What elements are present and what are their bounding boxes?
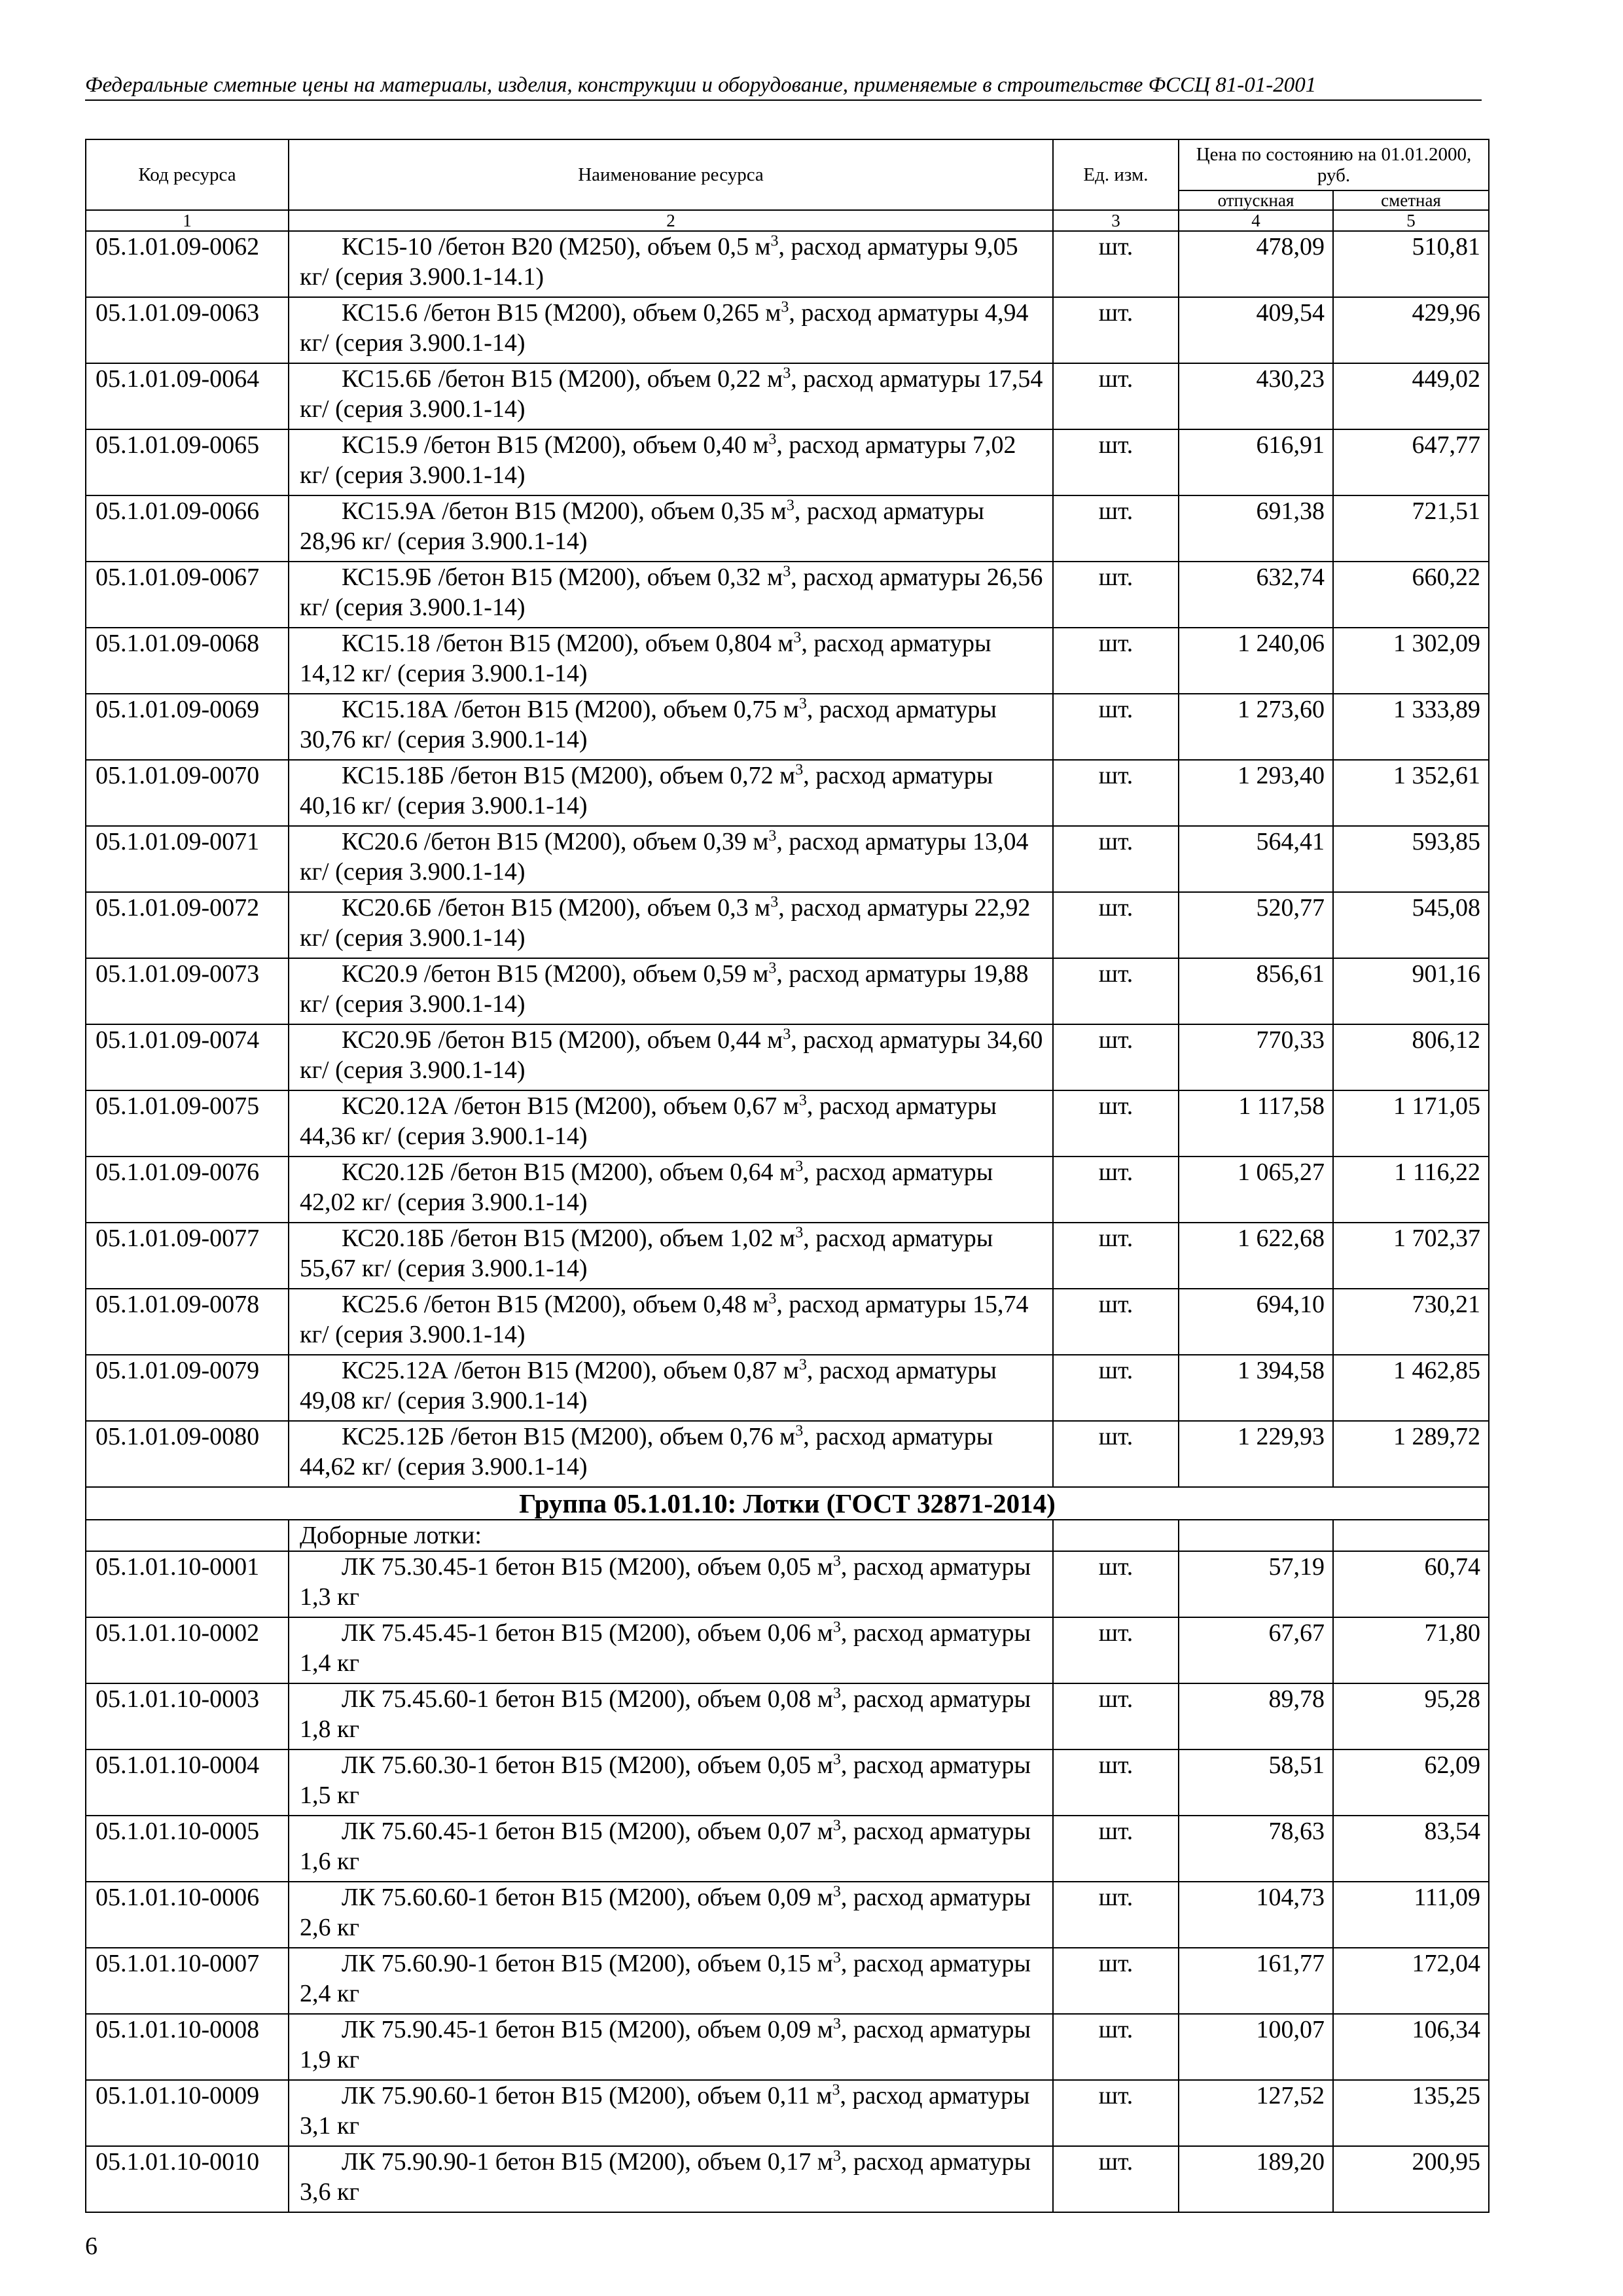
resource-code: 05.1.01.10-0006 [86, 1882, 289, 1948]
resource-name [289, 2146, 1053, 2212]
name-part: , расход арматуры 4,94 кг/ (серия 3.900.1-14) [300, 299, 1029, 357]
running-header: Федеральные сметные цены на материалы, изделия, конструкции и оборудование, применяемые в строительстве ФССЦ 81-01-2001 [85, 71, 1482, 101]
name-part: , расход арматуры 42,02 кг/ (серия 3.900.1-14) [300, 1158, 993, 1216]
name-part: КС25.12Б /бетон В15 (М200), объем 0,76 м [342, 1423, 796, 1450]
resource-name [289, 1749, 1053, 1816]
resource-code: 05.1.01.09-0080 [86, 1421, 289, 1487]
superscript: 3 [770, 232, 779, 250]
name-part: , расход арматуры 1,9 кг [300, 2016, 1031, 2073]
unit: шт. [1053, 231, 1179, 297]
unit: шт. [1053, 1683, 1179, 1749]
name-part: , расход арматуры 1,8 кг [300, 1685, 1031, 1743]
name-part: КС15-10 /бетон В20 (М250), объем 0,5 м [342, 233, 771, 260]
resource-name [289, 1289, 1053, 1355]
resource-name [289, 1024, 1053, 1090]
release-price: 430,23 [1179, 363, 1333, 429]
superscript: 3 [832, 2015, 841, 2033]
release-price: 1 117,58 [1179, 1090, 1333, 1157]
resource-code: 05.1.01.09-0076 [86, 1157, 289, 1223]
release-price: 189,20 [1179, 2146, 1333, 2212]
subgroup-title: Доборные лотки: [289, 1520, 1053, 1551]
unit: шт. [1053, 1551, 1179, 1617]
release-price: 89,78 [1179, 1683, 1333, 1749]
release-price: 161,77 [1179, 1948, 1333, 2014]
estimate-price: 593,85 [1333, 826, 1489, 892]
table-row [86, 1289, 1489, 1355]
unit: шт. [1053, 562, 1179, 628]
superscript: 3 [795, 1158, 804, 1175]
resource-code: 05.1.01.10-0001 [86, 1551, 289, 1617]
table-row [86, 231, 1489, 297]
name-part: КС20.9Б /бетон В15 (М200), объем 0,44 м [342, 1026, 783, 1054]
resource-name [289, 1157, 1053, 1223]
col-header-unit: Ед. изм. [1053, 139, 1179, 210]
unit: шт. [1053, 2014, 1179, 2080]
name-part: , расход арматуры 9,05 кг/ (серия 3.900.1-14.1) [300, 233, 1018, 291]
unit: шт. [1053, 495, 1179, 562]
resource-code: 05.1.01.09-0067 [86, 562, 289, 628]
superscript: 3 [781, 298, 789, 316]
unit: шт. [1053, 2146, 1179, 2212]
superscript: 3 [795, 1224, 804, 1242]
release-price: 58,51 [1179, 1749, 1333, 1816]
name-part: ЛК 75.60.60-1 бетон В15 (М200), объем 0,09 м [342, 1884, 833, 1911]
resource-code: 05.1.01.09-0078 [86, 1289, 289, 1355]
resource-code: 05.1.01.09-0071 [86, 826, 289, 892]
name-part: , расход арматуры 1,5 кг [300, 1751, 1031, 1809]
resource-code: 05.1.01.10-0008 [86, 2014, 289, 2080]
subgroup-estimate-cell [1333, 1520, 1489, 1551]
superscript: 3 [783, 563, 791, 581]
name-part: КС20.9 /бетон В15 (М200), объем 0,59 м [342, 960, 769, 988]
release-price: 632,74 [1179, 562, 1333, 628]
name-part: , расход арматуры 1,4 кг [300, 1619, 1031, 1677]
estimate-price: 429,96 [1333, 297, 1489, 363]
resource-code: 05.1.01.09-0068 [86, 628, 289, 694]
estimate-price: 1 302,09 [1333, 628, 1489, 694]
group-title: Группа 05.1.01.10: Лотки (ГОСТ 32871-2014) [86, 1487, 1489, 1520]
resource-code: 05.1.01.10-0002 [86, 1617, 289, 1683]
estimate-price: 60,74 [1333, 1551, 1489, 1617]
resource-name [289, 2014, 1053, 2080]
resource-name [289, 1090, 1053, 1157]
estimate-price: 1 289,72 [1333, 1421, 1489, 1487]
estimate-price: 730,21 [1333, 1289, 1489, 1355]
name-part: ЛК 75.60.30-1 бетон В15 (М200), объем 0,05 м [342, 1751, 833, 1779]
table-row [86, 2146, 1489, 2212]
unit: шт. [1053, 297, 1179, 363]
resource-name [289, 760, 1053, 826]
group-10-header [86, 1487, 1489, 1551]
name-part: , расход арматуры 26,56 кг/ (серия 3.900.1-14) [300, 564, 1043, 621]
unit: шт. [1053, 1223, 1179, 1289]
name-part: КС25.6 /бетон В15 (М200), объем 0,48 м [342, 1291, 769, 1318]
name-part: , расход арматуры 1,3 кг [300, 1553, 1031, 1611]
release-price: 1 273,60 [1179, 694, 1333, 760]
unit: шт. [1053, 429, 1179, 495]
superscript: 3 [768, 431, 777, 448]
unit: шт. [1053, 1024, 1179, 1090]
subgroup-unit-cell [1053, 1520, 1179, 1551]
resource-code: 05.1.01.09-0064 [86, 363, 289, 429]
name-part: , расход арматуры 22,92 кг/ (серия 3.900.1-14) [300, 894, 1031, 952]
estimate-price: 83,54 [1333, 1816, 1489, 1882]
estimate-price: 1 352,61 [1333, 760, 1489, 826]
resource-name [289, 231, 1053, 297]
estimate-price: 647,77 [1333, 429, 1489, 495]
release-price: 1 065,27 [1179, 1157, 1333, 1223]
table-row [86, 1551, 1489, 1617]
table-row [86, 1948, 1489, 2014]
name-part: КС15.9А /бетон В15 (М200), объем 0,35 м [342, 497, 787, 525]
resource-name [289, 495, 1053, 562]
table-row [86, 1816, 1489, 1882]
resource-name [289, 297, 1053, 363]
table-row [86, 628, 1489, 694]
superscript: 3 [832, 1817, 841, 1835]
unit: шт. [1053, 892, 1179, 958]
resource-code: 05.1.01.09-0074 [86, 1024, 289, 1090]
col-header-release: отпускная [1179, 190, 1333, 210]
unit: шт. [1053, 1355, 1179, 1421]
unit: шт. [1053, 826, 1179, 892]
resource-name [289, 429, 1053, 495]
resource-code: 05.1.01.09-0075 [86, 1090, 289, 1157]
name-part: , расход арматуры 44,36 кг/ (серия 3.900.1-14) [300, 1092, 997, 1150]
table-row [86, 1223, 1489, 1289]
resource-name [289, 1816, 1053, 1882]
name-part: , расход арматуры 55,67 кг/ (серия 3.900.1-14) [300, 1225, 993, 1282]
resource-name [289, 1882, 1053, 1948]
release-price: 1 622,68 [1179, 1223, 1333, 1289]
name-part: КС15.6Б /бетон В15 (М200), объем 0,22 м [342, 365, 783, 393]
estimate-price: 62,09 [1333, 1749, 1489, 1816]
table-row [86, 1617, 1489, 1683]
name-part: , расход арматуры 19,88 кг/ (серия 3.900.1-14) [300, 960, 1029, 1018]
release-price: 691,38 [1179, 495, 1333, 562]
name-part: ЛК 75.30.45-1 бетон В15 (М200), объем 0,05 м [342, 1553, 833, 1581]
unit: шт. [1053, 1157, 1179, 1223]
name-part: КС20.12Б /бетон В15 (М200), объем 0,64 м [342, 1158, 796, 1186]
superscript: 3 [793, 629, 802, 647]
col-number: 1 [86, 210, 289, 231]
subgroup-code-cell [86, 1520, 289, 1551]
resource-code: 05.1.01.09-0069 [86, 694, 289, 760]
resource-code: 05.1.01.09-0066 [86, 495, 289, 562]
name-part: , расход арматуры 3,6 кг [300, 2148, 1031, 2206]
resource-name [289, 1551, 1053, 1617]
superscript: 3 [832, 1619, 841, 1636]
resource-name [289, 1948, 1053, 2014]
table-row [86, 1421, 1489, 1487]
estimate-price: 135,25 [1333, 2080, 1489, 2146]
name-part: , расход арматуры 13,04 кг/ (серия 3.900.1-14) [300, 828, 1029, 886]
name-part: ЛК 75.45.60-1 бетон В15 (М200), объем 0,08 м [342, 1685, 833, 1713]
resource-name [289, 826, 1053, 892]
name-part: КС20.6Б /бетон В15 (М200), объем 0,3 м [342, 894, 771, 922]
col-number: 5 [1333, 210, 1489, 231]
resource-code: 05.1.01.09-0062 [86, 231, 289, 297]
estimate-price: 106,34 [1333, 2014, 1489, 2080]
resource-name [289, 2080, 1053, 2146]
release-price: 67,67 [1179, 1617, 1333, 1683]
unit: шт. [1053, 1749, 1179, 1816]
table-row [86, 1882, 1489, 1948]
name-part: , расход арматуры 15,74 кг/ (серия 3.900.1-14) [300, 1291, 1029, 1348]
release-price: 694,10 [1179, 1289, 1333, 1355]
name-part: ЛК 75.90.90-1 бетон В15 (М200), объем 0,17 м [342, 2148, 833, 2176]
unit: шт. [1053, 1090, 1179, 1157]
name-part: , расход арматуры 2,4 кг [300, 1950, 1031, 2007]
name-part: КС15.9Б /бетон В15 (М200), объем 0,32 м [342, 564, 783, 591]
table-row [86, 363, 1489, 429]
unit: шт. [1053, 1948, 1179, 2014]
resource-code: 05.1.01.10-0010 [86, 2146, 289, 2212]
table-row [86, 1090, 1489, 1157]
table-row [86, 958, 1489, 1024]
superscript: 3 [768, 827, 777, 845]
group-10-rows [86, 1551, 1489, 2212]
release-price: 1 240,06 [1179, 628, 1333, 694]
resource-code: 05.1.01.10-0007 [86, 1948, 289, 2014]
unit: шт. [1053, 1816, 1179, 1882]
table-row [86, 1683, 1489, 1749]
superscript: 3 [798, 1092, 807, 1109]
estimate-price: 95,28 [1333, 1683, 1489, 1749]
name-part: КС15.18А /бетон В15 (М200), объем 0,75 м [342, 696, 799, 723]
release-price: 1 394,58 [1179, 1355, 1333, 1421]
name-part: , расход арматуры 44,62 кг/ (серия 3.900.1-14) [300, 1423, 993, 1480]
resource-code: 05.1.01.10-0009 [86, 2080, 289, 2146]
table-row [86, 297, 1489, 363]
table-row [86, 2014, 1489, 2080]
col-header-estimate: сметная [1333, 190, 1489, 210]
name-part: ЛК 75.90.45-1 бетон В15 (М200), объем 0,09 м [342, 2016, 833, 2043]
release-price: 564,41 [1179, 826, 1333, 892]
unit: шт. [1053, 1421, 1179, 1487]
superscript: 3 [768, 1290, 777, 1308]
name-part: , расход арматуры 34,60 кг/ (серия 3.900.1-14) [300, 1026, 1043, 1084]
release-price: 770,33 [1179, 1024, 1333, 1090]
col-number: 2 [289, 210, 1053, 231]
name-part: КС20.6 /бетон В15 (М200), объем 0,39 м [342, 828, 769, 855]
release-price: 520,77 [1179, 892, 1333, 958]
resource-name [289, 958, 1053, 1024]
page-number: 6 [85, 2233, 98, 2260]
superscript: 3 [798, 1356, 807, 1374]
estimate-price: 449,02 [1333, 363, 1489, 429]
name-part: ЛК 75.60.90-1 бетон В15 (М200), объем 0,15 м [342, 1950, 833, 1977]
name-part: , расход арматуры 30,76 кг/ (серия 3.900.1-14) [300, 696, 997, 753]
estimate-price: 901,16 [1333, 958, 1489, 1024]
superscript: 3 [832, 1883, 841, 1901]
name-part: КС25.12А /бетон В15 (М200), объем 0,87 м [342, 1357, 799, 1384]
name-part: , расход арматуры 14,12 кг/ (серия 3.900.1-14) [300, 630, 991, 687]
name-part: , расход арматуры 28,96 кг/ (серия 3.900.1-14) [300, 497, 984, 555]
superscript: 3 [786, 497, 794, 514]
unit: шт. [1053, 1289, 1179, 1355]
subgroup-release-cell [1179, 1520, 1333, 1551]
unit: шт. [1053, 1882, 1179, 1948]
table-row [86, 1157, 1489, 1223]
release-price: 616,91 [1179, 429, 1333, 495]
name-part: КС15.18Б /бетон В15 (М200), объем 0,72 м [342, 762, 796, 789]
name-part: , расход арматуры 40,16 кг/ (серия 3.900.1-14) [300, 762, 993, 819]
table-row [86, 2080, 1489, 2146]
superscript: 3 [770, 893, 779, 911]
resource-name [289, 628, 1053, 694]
name-part: , расход арматуры 1,6 кг [300, 1818, 1031, 1875]
table-row [86, 495, 1489, 562]
estimate-price: 1 702,37 [1333, 1223, 1489, 1289]
resource-name [289, 694, 1053, 760]
superscript: 3 [783, 365, 791, 382]
col-header-price: Цена по состоянию на 01.01.2000, руб. [1179, 139, 1489, 190]
table-row [86, 826, 1489, 892]
superscript: 3 [832, 1751, 841, 1768]
col-header-name: Наименование ресурса [289, 139, 1053, 210]
superscript: 3 [798, 695, 807, 713]
resource-code: 05.1.01.09-0063 [86, 297, 289, 363]
superscript: 3 [768, 960, 777, 977]
superscript: 3 [832, 1552, 841, 1570]
name-part: ЛК 75.90.60-1 бетон В15 (М200), объем 0,11 м [342, 2082, 832, 2109]
superscript: 3 [795, 761, 804, 779]
resource-code: 05.1.01.10-0004 [86, 1749, 289, 1816]
resource-name [289, 1355, 1053, 1421]
release-price: 409,54 [1179, 297, 1333, 363]
col-number: 3 [1053, 210, 1179, 231]
table-row [86, 760, 1489, 826]
price-table [85, 139, 1489, 2213]
name-part: , расход арматуры 7,02 кг/ (серия 3.900.1-14) [300, 431, 1016, 489]
name-part: КС15.6 /бетон В15 (М200), объем 0,265 м [342, 299, 781, 327]
unit: шт. [1053, 958, 1179, 1024]
estimate-price: 172,04 [1333, 1948, 1489, 2014]
name-part: КС15.18 /бетон В15 (М200), объем 0,804 м [342, 630, 794, 657]
estimate-price: 200,95 [1333, 2146, 1489, 2212]
superscript: 3 [795, 1422, 804, 1440]
name-part: , расход арматуры 2,6 кг [300, 1884, 1031, 1941]
estimate-price: 1 116,22 [1333, 1157, 1489, 1223]
resource-code: 05.1.01.10-0003 [86, 1683, 289, 1749]
release-price: 57,19 [1179, 1551, 1333, 1617]
estimate-price: 111,09 [1333, 1882, 1489, 1948]
resource-name [289, 1421, 1053, 1487]
name-part: ЛК 75.45.45-1 бетон В15 (М200), объем 0,06 м [342, 1619, 833, 1647]
resource-code: 05.1.01.09-0072 [86, 892, 289, 958]
estimate-price: 721,51 [1333, 495, 1489, 562]
table-row [86, 1749, 1489, 1816]
superscript: 3 [832, 1949, 841, 1967]
resource-name [289, 562, 1053, 628]
release-price: 104,73 [1179, 1882, 1333, 1948]
release-price: 478,09 [1179, 231, 1333, 297]
unit: шт. [1053, 363, 1179, 429]
release-price: 856,61 [1179, 958, 1333, 1024]
resource-name [289, 892, 1053, 958]
superscript: 3 [832, 2081, 840, 2099]
resource-code: 05.1.01.09-0077 [86, 1223, 289, 1289]
name-part: , расход арматуры 3,1 кг [300, 2082, 1030, 2140]
release-price: 78,63 [1179, 1816, 1333, 1882]
resource-code: 05.1.01.09-0070 [86, 760, 289, 826]
name-part: КС20.18Б /бетон В15 (М200), объем 1,02 м [342, 1225, 796, 1252]
unit: шт. [1053, 1617, 1179, 1683]
table-row [86, 429, 1489, 495]
unit: шт. [1053, 2080, 1179, 2146]
name-part: , расход арматуры 17,54 кг/ (серия 3.900.1-14) [300, 365, 1043, 423]
unit: шт. [1053, 760, 1179, 826]
group-09-rows [86, 231, 1489, 1487]
estimate-price: 660,22 [1333, 562, 1489, 628]
name-part: КС20.12А /бетон В15 (М200), объем 0,67 м [342, 1092, 799, 1120]
release-price: 127,52 [1179, 2080, 1333, 2146]
table-row [86, 1355, 1489, 1421]
release-price: 100,07 [1179, 2014, 1333, 2080]
release-price: 1 229,93 [1179, 1421, 1333, 1487]
resource-code: 05.1.01.10-0005 [86, 1816, 289, 1882]
resource-code: 05.1.01.09-0079 [86, 1355, 289, 1421]
estimate-price: 510,81 [1333, 231, 1489, 297]
resource-code: 05.1.01.09-0073 [86, 958, 289, 1024]
resource-name [289, 1223, 1053, 1289]
name-part: КС15.9 /бетон В15 (М200), объем 0,40 м [342, 431, 769, 459]
table-row [86, 562, 1489, 628]
resource-name [289, 1683, 1053, 1749]
estimate-price: 545,08 [1333, 892, 1489, 958]
resource-name [289, 363, 1053, 429]
estimate-price: 1 171,05 [1333, 1090, 1489, 1157]
superscript: 3 [832, 1685, 841, 1702]
superscript: 3 [783, 1026, 791, 1043]
unit: шт. [1053, 694, 1179, 760]
name-part: ЛК 75.60.45-1 бетон В15 (М200), объем 0,07 м [342, 1818, 833, 1845]
resource-name [289, 1617, 1053, 1683]
release-price: 1 293,40 [1179, 760, 1333, 826]
table-row [86, 1024, 1489, 1090]
resource-code: 05.1.01.09-0065 [86, 429, 289, 495]
col-number: 4 [1179, 210, 1333, 231]
estimate-price: 1 462,85 [1333, 1355, 1489, 1421]
table-row [86, 892, 1489, 958]
unit: шт. [1053, 628, 1179, 694]
estimate-price: 806,12 [1333, 1024, 1489, 1090]
name-part: , расход арматуры 49,08 кг/ (серия 3.900.1-14) [300, 1357, 997, 1414]
superscript: 3 [832, 2147, 841, 2165]
estimate-price: 71,80 [1333, 1617, 1489, 1683]
col-header-code: Код ресурса [86, 139, 289, 210]
table-row [86, 694, 1489, 760]
estimate-price: 1 333,89 [1333, 694, 1489, 760]
